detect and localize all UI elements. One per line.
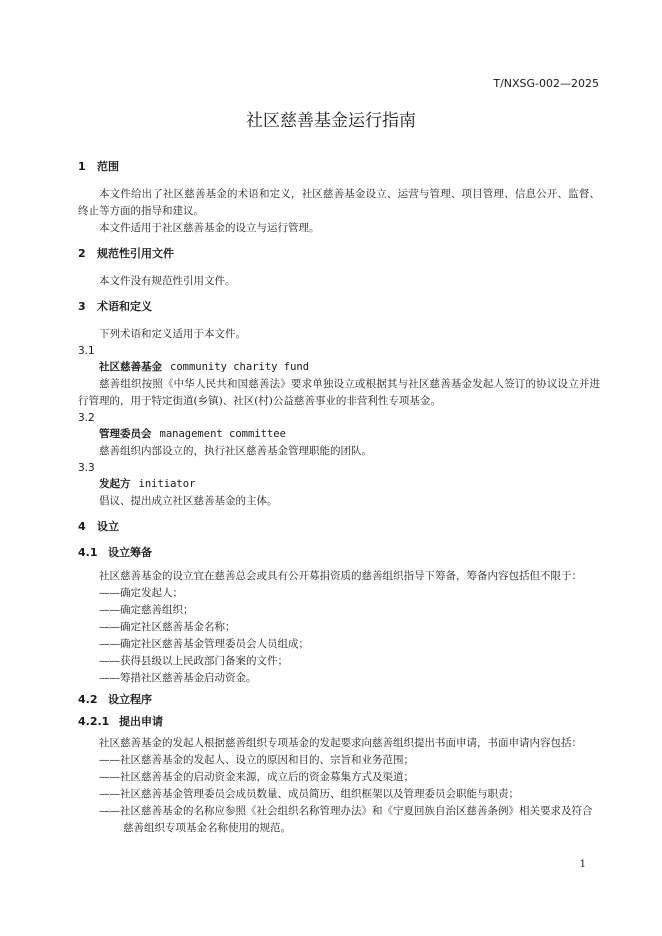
- paragraph: 社区慈善基金的发起人根据慈善组织专项基金的发起要求向慈善组织提出书面申请，书面申请内容包括：: [99, 737, 582, 749]
- subsection-number: 4.2: [78, 693, 98, 706]
- subsection-heading: [78, 544, 600, 562]
- section-heading: [78, 245, 600, 263]
- term-heading: [78, 476, 600, 493]
- list-item: ——社区慈善基金的启动资金来源，成立后的资金募集方式及渠道；: [99, 771, 414, 783]
- section-title: 范围: [97, 160, 119, 173]
- paragraph: 本文件没有规范性引用文件。: [99, 275, 236, 287]
- term-number: 3.1: [78, 345, 95, 357]
- list-item: ——确定慈善组织；: [99, 604, 194, 616]
- term-zh: 社区慈善基金: [99, 361, 162, 373]
- paragraph: 本文件适用于社区慈善基金的设立与运行管理。: [99, 222, 320, 234]
- term-zh: 管理委员会: [99, 428, 152, 440]
- term-en: community charity fund: [170, 361, 310, 373]
- subsubsection-number: 4.2.1: [78, 715, 110, 728]
- term-en: initiator: [138, 478, 196, 490]
- term-heading: [78, 426, 600, 443]
- section-title: 设立: [97, 520, 119, 533]
- list-item: ——筹措社区慈善基金启动资金。: [99, 672, 257, 684]
- subsubsection-heading: [78, 713, 600, 731]
- section-number: 4: [78, 520, 86, 533]
- term-definition: 慈善组织按照《中华人民共和国慈善法》要求单独设立或根据其与社区慈善基金发起人签订的协议设立并进行管理的，用于特定街道(乡镇)、社区(村)公益慈善事业的非营利性专项基金。: [78, 378, 600, 407]
- subsection-title: 设立程序: [108, 693, 152, 706]
- section-number: 3: [78, 300, 86, 313]
- list-item: ——确定社区慈善基金名称；: [99, 621, 236, 633]
- term-en: management committee: [159, 428, 286, 440]
- list-item: ——确定发起人；: [99, 587, 183, 599]
- term-definition: 慈善组织内部设立的，执行社区慈善基金管理职能的团队。: [99, 445, 372, 457]
- list-item: ——获得县级以上民政部门备案的文件；: [99, 655, 288, 667]
- section-title: 术语和定义: [97, 300, 152, 313]
- document-title: 社区慈善基金运行指南: [246, 111, 416, 131]
- section-number: 1: [78, 160, 86, 173]
- paragraph: 本文件给出了社区慈善基金的术语和定义，社区慈善基金设立、运营与管理、项目管理、信息公开、监督、终止等方面的指导和建议。: [78, 188, 600, 217]
- subsection-title: 设立筹备: [108, 546, 152, 559]
- paragraph: 下列术语和定义适用于本文件。: [99, 328, 246, 340]
- section-number: 2: [78, 247, 86, 260]
- term-number: 3.2: [78, 412, 95, 424]
- subsection-heading: [78, 691, 600, 709]
- list-item: ——社区慈善基金的名称应参照《社会组织名称管理办法》和《宁夏回族自治区慈善条例》相关要求及符合慈善组织专项基金名称使用的规范。: [99, 805, 593, 834]
- section-heading: [78, 158, 600, 176]
- term-zh: 发起方: [99, 478, 131, 490]
- standard-code: T/NXSG-002—2025: [493, 77, 599, 90]
- paragraph: 社区慈善基金的设立宜在慈善总会或具有公开募捐资质的慈善组织指导下筹备，筹备内容包括但不限于：: [99, 570, 582, 582]
- list-item: ——确定社区慈善基金管理委员会人员组成；: [99, 638, 309, 650]
- list-item: ——社区慈善基金的发起人、设立的原因和目的、宗旨和业务范围；: [99, 754, 414, 766]
- term-definition: 倡议、提出成立社区慈善基金的主体。: [99, 495, 278, 507]
- page-number: 1: [579, 859, 586, 870]
- subsubsection-title: 提出申请: [119, 715, 163, 728]
- subsection-number: 4.1: [78, 546, 98, 559]
- term-number: 3.3: [78, 462, 95, 474]
- section-heading: [78, 298, 600, 316]
- section-title: 规范性引用文件: [97, 247, 174, 260]
- term-heading: [78, 359, 600, 376]
- document-body: [78, 158, 600, 837]
- section-heading: [78, 518, 600, 536]
- list-item: ——社区慈善基金管理委员会成员数量、成员简历、组织框架以及管理委员会职能与职责；: [99, 788, 519, 800]
